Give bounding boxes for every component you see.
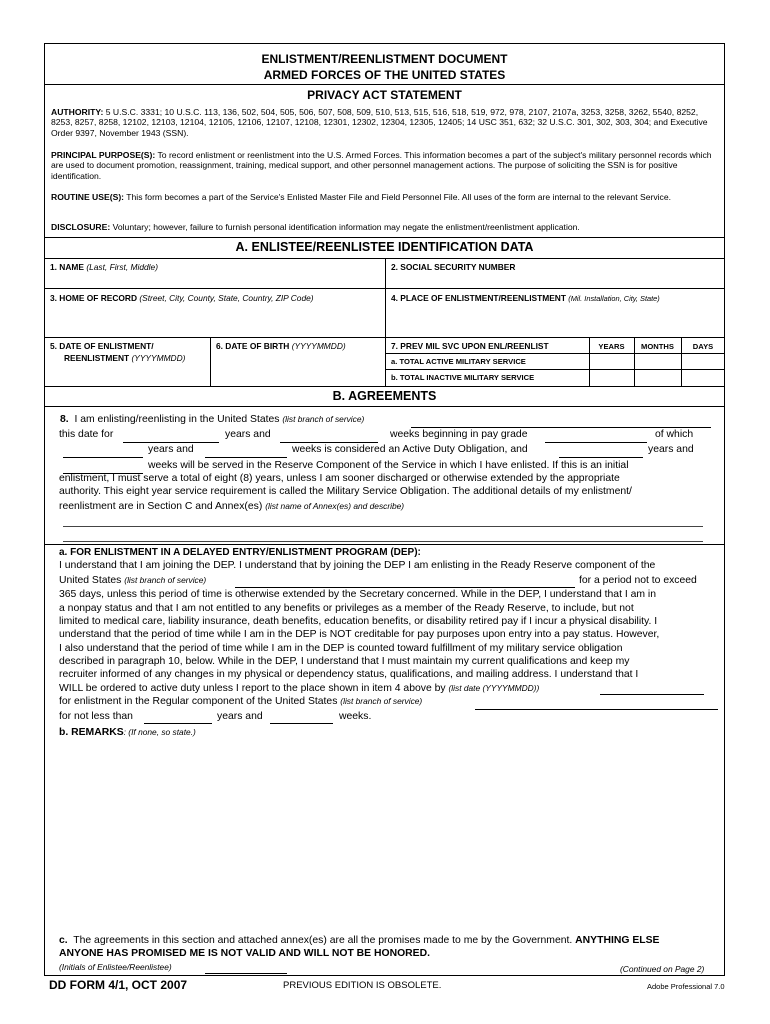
field-5-label: 5. DATE OF ENLISTMENT/ [50, 341, 154, 351]
authority-paragraph [51, 107, 716, 138]
p8-line3-c: years and [648, 444, 694, 455]
p8-line2-c: weeks beginning in pay grade [390, 429, 528, 440]
p8-line3-b: weeks is considered an Active Duty Obligation, and [292, 444, 528, 455]
reserve-years-input[interactable] [559, 457, 643, 458]
divider [385, 258, 386, 337]
dep-line3: 365 days, unless this period of time is otherwise extended by the Secretary concerned. While in the DEP, I understand that I am in [59, 589, 657, 600]
dep-years-input[interactable] [144, 723, 212, 724]
ssn-input[interactable] [391, 273, 719, 287]
divider [45, 84, 724, 85]
annex-line-2-input[interactable] [63, 541, 703, 542]
initials-label: (Initials of Enlistee/Reenlistee) [59, 962, 172, 972]
authority-text: 5 U.S.C. 3331; 10 U.S.C. 113, 136, 502, 504, 505, 506, 507, 508, 509, 510, 513, 515, 516, 518, 519, 972, 978, 2107, 2107a, 3253, 3258, 3262, 5540, 8252, 8253, 8257, 8258, 12102, 12103, 12104, 12105, 12106, 12107, 12108, 12301, 12302, 12304, 12305, 12405; 14 USC 351, 632; 32 U.S.C. 301, 302, 303, 304; and Executive Order 9397, November 1943 (SSN). [51, 107, 708, 138]
field-3-label: 3. HOME OF RECORD (Street, City, County, State, Country, ZIP Code) [50, 293, 314, 303]
home-of-record-input[interactable] [50, 305, 380, 335]
field-5-label-line2: REENLISTMENT (YYYYMMDD) [64, 353, 186, 363]
enlistment-form [44, 43, 725, 976]
divider [210, 337, 211, 386]
form-id: DD FORM 4/1, OCT 2007 [49, 978, 188, 992]
field-7-label: 7. PREV MIL SVC UPON ENL/REENLIST [391, 341, 549, 351]
software-note: Adobe Professional 7.0 [647, 982, 725, 991]
dep-line8: described in paragraph 10, below. While in the DEP, I understand that I must maintain my current qualifications and keep my [59, 656, 630, 667]
purpose-paragraph [51, 150, 716, 181]
regular-branch-input[interactable] [475, 709, 718, 710]
divider [45, 288, 724, 289]
place-of-enlistment-input[interactable] [391, 305, 719, 335]
column-months-header: MONTHS [641, 342, 674, 351]
section-b-heading: B. AGREEMENTS [332, 389, 437, 403]
dep-line12-a: for not less than [59, 711, 133, 722]
disclosure-paragraph [51, 222, 716, 232]
dep-line1: I understand that I am joining the DEP. I understand that by joining the DEP I am enlisting in the Ready Reserve component of the [59, 560, 656, 571]
initials-input[interactable] [205, 973, 287, 974]
field-7a-label: a. TOTAL ACTIVE MILITARY SERVICE [391, 357, 526, 366]
p8-line2-b: years and [225, 429, 271, 440]
agreements-c-line1: c. The agreements in this section and attached annex(es) are all the promises made to me by the Government. ANYTHING ELSE [59, 935, 660, 946]
dep-line12-b: years and [217, 711, 263, 722]
privacy-heading: PRIVACY ACT STATEMENT [307, 88, 462, 102]
active-years-input[interactable] [591, 354, 632, 368]
p8-line5: enlistment, I must serve a total of eight (8) years, unless I am sooner discharged or otherwise extended by the appropriate [59, 473, 620, 484]
column-years-header: YEARS [598, 342, 625, 351]
form-title-line1: ENLISTMENT/REENLISTMENT DOCUMENT [261, 52, 508, 66]
dep-line12-c: weeks. [339, 711, 372, 722]
dep-line2: United States (list branch of service) [59, 575, 207, 586]
dep-line4: a nonpay status and that I am not entitled to any benefits or privileges as a member of the Ready Reserve, to include, but not [59, 603, 634, 614]
field-6-label: 6. DATE OF BIRTH (YYYYMMDD) [216, 341, 346, 351]
dep-line11: for enlistment in the Regular component of the United States (list branch of service) [59, 696, 423, 707]
dep-line10: WILL be ordered to active duty unless I report to the place shown in item 4 above by (list date (YYYYMMDD)) [59, 683, 540, 694]
active-duty-weeks-input[interactable] [205, 457, 287, 458]
p8-line2-a: this date for [59, 429, 114, 440]
divider [45, 544, 724, 545]
dep-line5: limited to medical care, liability insurance, death benefits, education benefits, or disability retired pay if I incur a physical disability. I [59, 616, 658, 627]
dep-line6: understand that the period of time while I am in the DEP is NOT creditable for pay purposes upon entry into a pay status. However, [59, 629, 660, 640]
purpose-text: To record enlistment or reenlistment into the U.S. Armed Forces. This information becomes a part of the subject's military personnel records which are used to document promotion, reassignment, training, medical support, and other personnel management actions. The purpose of soliciting the SSN is for positive identification. [51, 150, 712, 181]
p8-line4: weeks will be served in the Reserve Component of the Service in which I have enlisted. If this is an initial [148, 460, 629, 471]
dep-line7: I also understand that the period of time while I am in the DEP is counted toward fulfillment of my military service obligation [59, 643, 623, 654]
p8-line2-d: of which [655, 429, 694, 440]
p8-line1: 8. I am enlisting/reenlisting in the United States (list branch of service) [60, 414, 365, 425]
active-duty-years-input[interactable] [63, 457, 143, 458]
authority-label: AUTHORITY: [51, 107, 104, 117]
continued-note: (Continued on Page 2) [620, 964, 705, 974]
active-months-input[interactable] [636, 354, 679, 368]
divider [45, 237, 724, 238]
report-date-input[interactable] [600, 694, 704, 695]
annex-line-1-input[interactable] [63, 526, 703, 527]
routine-paragraph [51, 192, 716, 202]
pay-grade-input[interactable] [545, 442, 647, 443]
date-of-birth-input[interactable] [216, 353, 380, 383]
divider [45, 406, 724, 407]
inactive-years-input[interactable] [591, 370, 632, 384]
dep-weeks-input[interactable] [270, 723, 333, 724]
field-2-label: 2. SOCIAL SECURITY NUMBER [391, 262, 516, 272]
field-4-label: 4. PLACE OF ENLISTMENT/REENLISTMENT (Mil. Installation, City, State) [391, 293, 660, 303]
date-of-enlistment-input[interactable] [50, 365, 205, 383]
inactive-days-input[interactable] [683, 370, 723, 384]
routine-text: This form becomes a part of the Service's Enlisted Master File and Field Personnel File. All uses of the form are internal to the relevant Service. [126, 192, 672, 202]
dep-line2-end: for a period not to exceed [579, 575, 697, 586]
column-days-header: DAYS [692, 342, 714, 351]
active-days-input[interactable] [683, 354, 723, 368]
field-7b-label: b. TOTAL INACTIVE MILITARY SERVICE [391, 373, 535, 382]
divider [45, 386, 724, 387]
dep-line9: recruiter informed of any changes in my physical or dependency status, qualifications, and mailing address. I understand that I [59, 669, 639, 680]
remarks-input[interactable] [59, 742, 713, 931]
remarks-label: b. REMARKS: (If none, so state.) [59, 727, 196, 738]
p8-line7: reenlistment are in Section C and Annex(es) (list name of Annex(es) and describe) [59, 501, 405, 512]
dep-heading: a. FOR ENLISTMENT IN A DELAYED ENTRY/ENLISTMENT PROGRAM (DEP): [59, 547, 421, 558]
agreements-c-line2: ANYONE HAS PROMISED ME IS NOT VALID AND WILL NOT BE HONORED. [59, 948, 430, 959]
section-a-heading: A. ENLISTEE/REENLISTEE IDENTIFICATION DATA [235, 240, 534, 254]
disclosure-label: DISCLOSURE: [51, 222, 111, 232]
p8-line6: authority. This eight year service requirement is called the Military Service Obligation. The additional details of my enlistment/ [59, 486, 632, 497]
purpose-label: PRINCIPAL PURPOSE(S): [51, 150, 156, 160]
inactive-months-input[interactable] [636, 370, 679, 384]
obsolete-note: PREVIOUS EDITION IS OBSOLETE. [283, 980, 442, 991]
name-input[interactable] [50, 273, 380, 287]
disclosure-text: Voluntary; however, failure to furnish personal identification information may negate the enlistment/reenlistment application. [112, 222, 580, 232]
form-title-line2: ARMED FORCES OF THE UNITED STATES [263, 68, 506, 82]
field-1-label: 1. NAME (Last, First, Middle) [50, 262, 158, 272]
divider [385, 337, 386, 386]
p8-line3-a: years and [148, 444, 194, 455]
routine-label: ROUTINE USE(S): [51, 192, 125, 202]
